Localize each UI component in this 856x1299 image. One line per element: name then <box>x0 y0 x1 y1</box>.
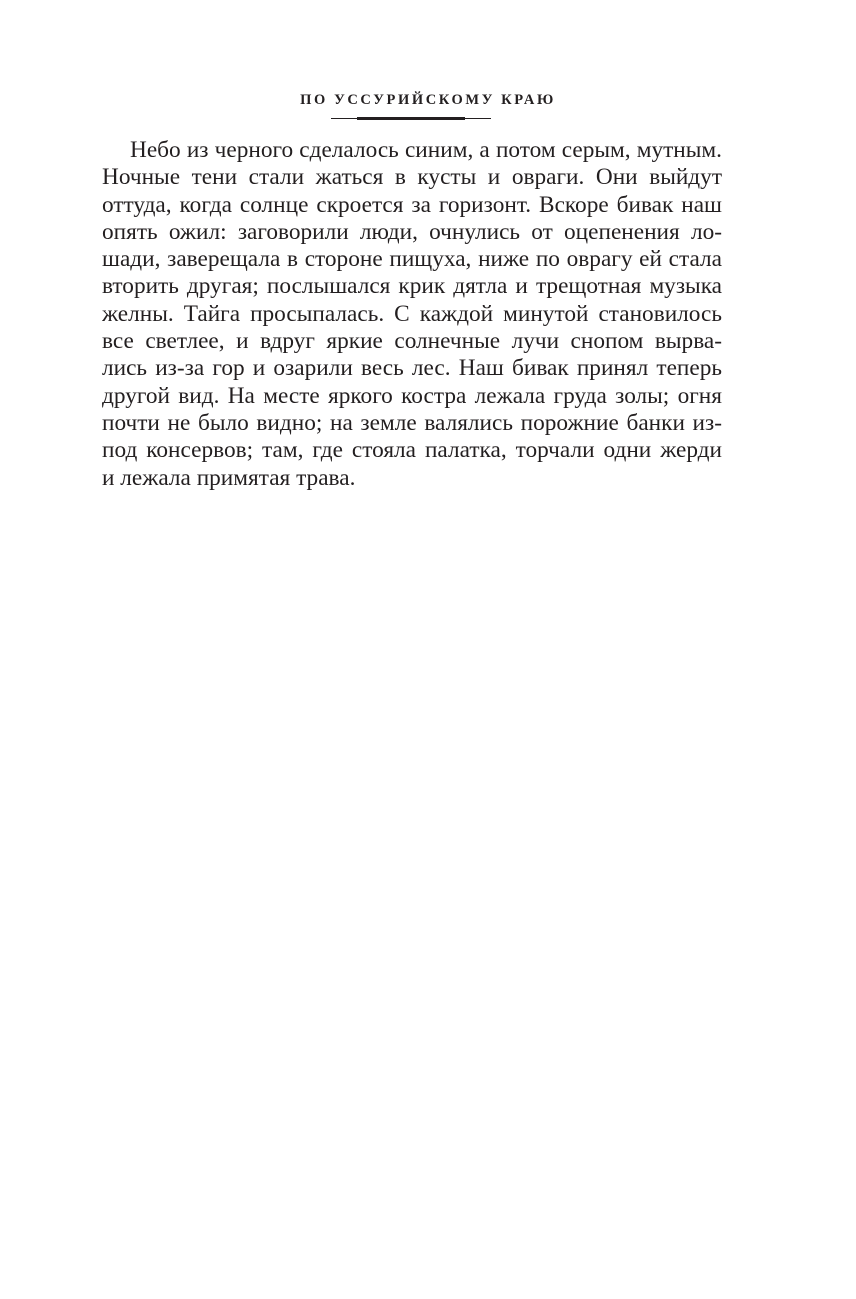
paragraph-line: Небо из черного сделалось синим, а потом серым, мутным. <box>130 137 722 163</box>
running-head-rule-accent <box>357 117 465 120</box>
paragraph-line: почти не было видно; на земле валялись порожние банки из- <box>102 409 722 436</box>
paragraph-line: желны. Тайга просыпалась. С каждой минутой становилось <box>102 300 722 327</box>
paragraph-line: и лежала примятая трава. <box>102 464 356 491</box>
paragraph-line: Ночные тени стали жаться в кусты и овраги. Они выйдут <box>102 164 722 191</box>
paragraph-line: шади, заверещала в стороне пищуха, ниже по оврагу ей стала <box>102 246 722 273</box>
running-head: ПО УССУРИЙСКОМУ КРАЮ <box>300 92 556 108</box>
paragraph-line: лись из-за гор и озарили весь лес. Наш бивак принял теперь <box>102 355 722 382</box>
paragraph-line: оттуда, когда солнце скроется за горизонт. Вскоре бивак наш <box>102 191 722 218</box>
paragraph <box>102 137 722 492</box>
paragraph-line: под консервов; там, где стояла палатка, торчали одни жерди <box>102 437 722 464</box>
paragraph-line: другой вид. На месте яркого костра лежала груда золы; огня <box>102 382 722 409</box>
paragraph-line: вторить другая; послышался крик дятла и трещотная музыка <box>102 273 722 300</box>
paragraph-line: опять ожил: заговорили люди, очнулись от оцепенения ло- <box>102 218 722 245</box>
paragraph-line: все светлее, и вдруг яркие солнечные лучи снопом вырва- <box>102 328 722 355</box>
